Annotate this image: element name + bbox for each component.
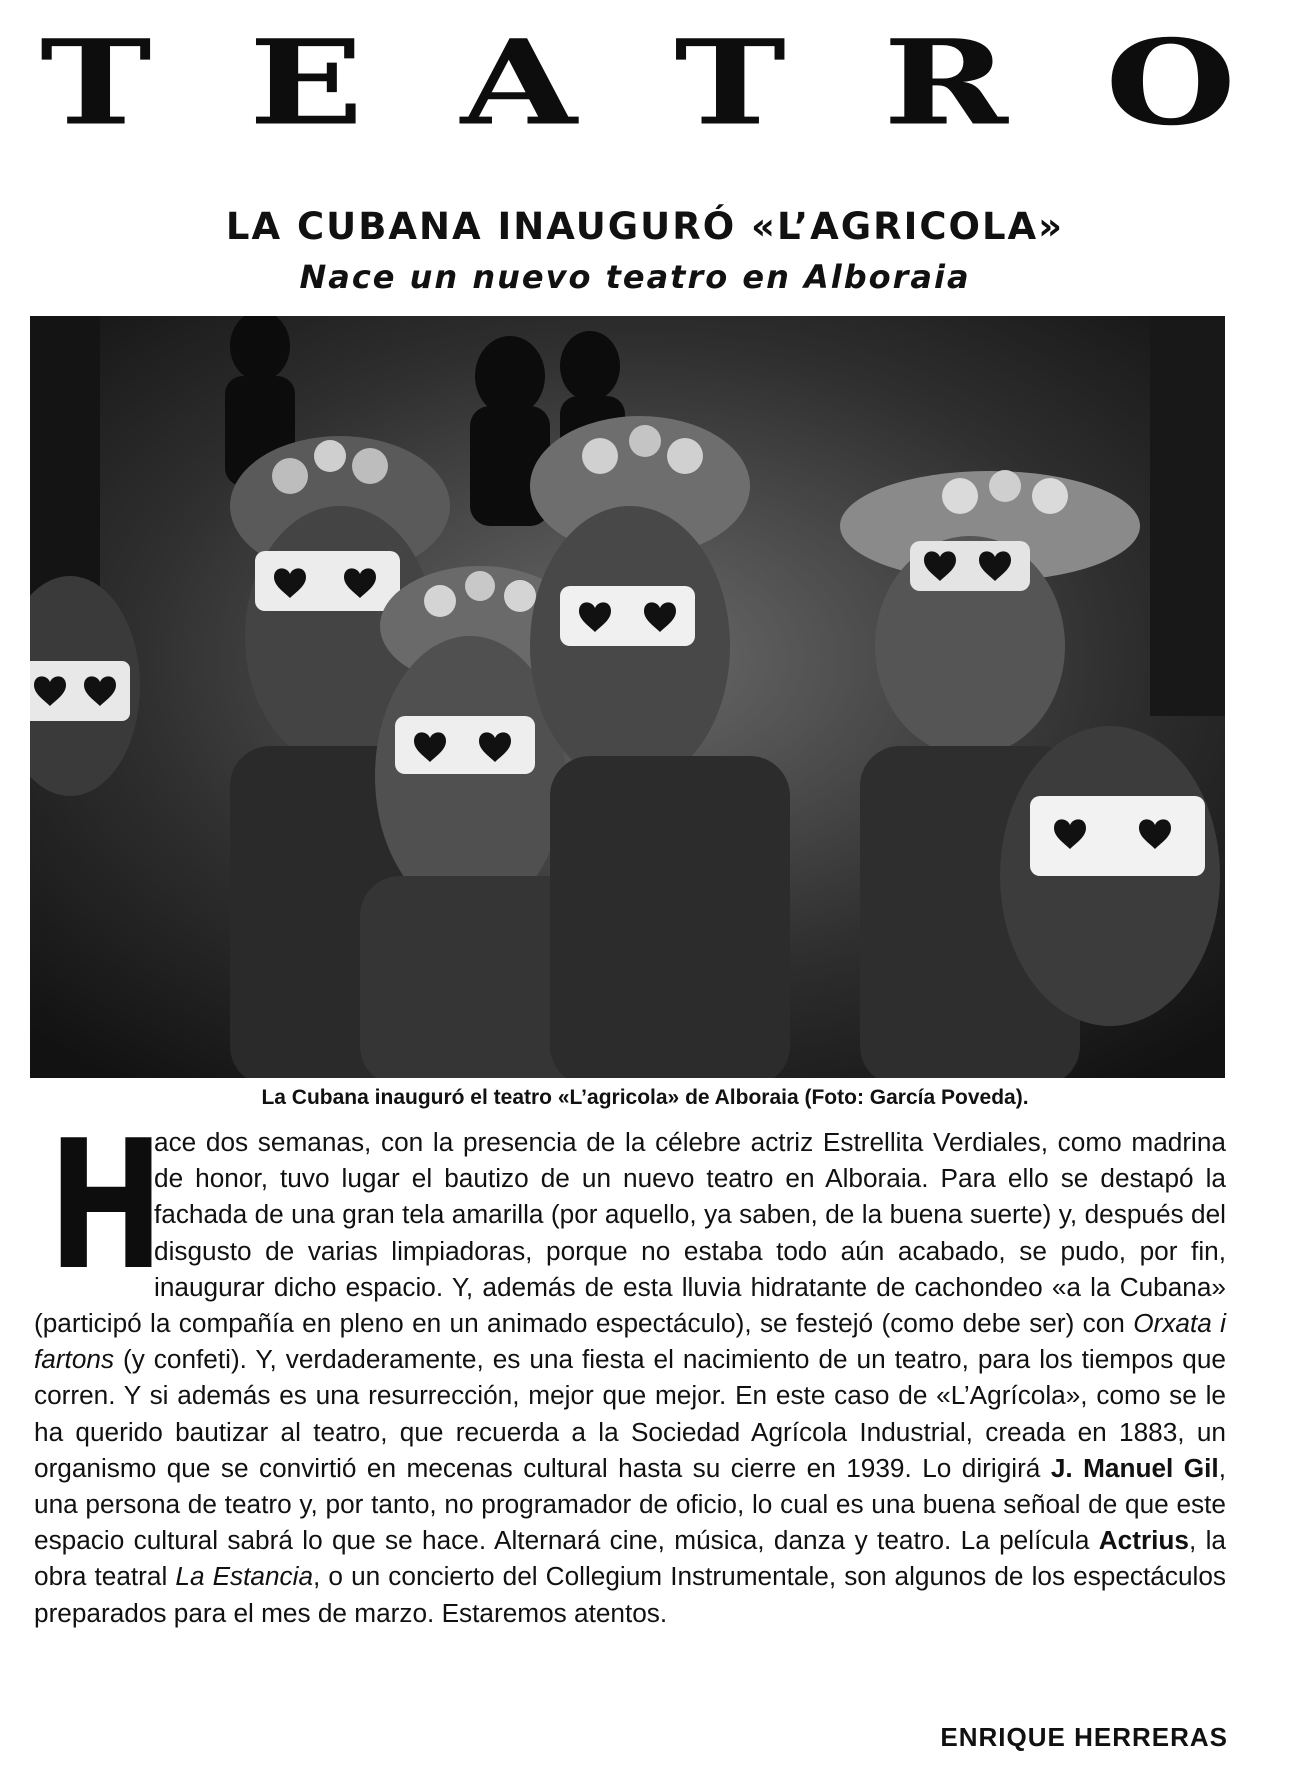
director-name: J. Manuel Gil: [1050, 1452, 1219, 1483]
article-subheadline: Nace un nuevo teatro en Alboraia: [299, 258, 971, 296]
play-title: La Estancia: [175, 1561, 314, 1592]
article-text-segment: , una persona de teatro y, por tanto, no programador de oficio, lo cual es una buena señoal de que este espacio cultural sabrá lo que se hace. Alternará cine, música, danza y teatro. La película: [34, 1452, 1226, 1556]
article-text-segment: (y confeti). Y, verdaderamente, es una fiesta el nacimiento de un teatro, para los tiempos que corren. Y si además es una resurrección, mejor que mejor. En este caso de «L’Agrícola», como se le ha querido bautizar al teatro, que recuerda a la Sociedad Agrícola Industrial, creada en 1883, un organismo que se convirtió en mecenas cultural hasta su cierre en 1939. Lo dirigirá: [34, 1344, 1226, 1483]
article-headline: LA CUBANA INAUGURÓ «L’AGRICOLA»: [225, 205, 1065, 248]
photo-caption: La Cubana inauguró el teatro «L’agricola» de Alboraia (Foto: García Poveda).: [261, 1086, 1029, 1109]
author-byline: ENRIQUE HERRERAS: [940, 1722, 1228, 1752]
article-text-segment: , o un concierto del Collegium Instrumentale, son algunos de los espectáculos preparados para el mes de marzo. Estaremos atentos.: [34, 1561, 1226, 1628]
article-text-italic: Orxata i fartons: [34, 1308, 1226, 1375]
article-text-segment: , la obra teatral: [34, 1525, 1226, 1592]
article-text-segment: ace dos semanas, con la presencia de la célebre actriz Estrellita Verdiales, como madrina de honor, tuvo lugar el bautizo de un nuevo teatro en Alboraia. Para ello se destapó la fachada de una gran tela amarilla (por aquello, ya saben, de la buena suerte) y, después del disgusto de varias limpiadoras, porque no estaba todo aún acabado, se pudo, por fin, inaugurar dicho espacio. Y, además de esta lluvia hidratante de cachondeo «a la Cubana» (participó la compañía en pleno en un animado espectáculo), se festejó (como debe ser) con: [34, 1127, 1226, 1339]
article-photo: [30, 316, 1225, 1078]
masthead-letter: T: [674, 14, 790, 152]
film-title: Actrius: [1098, 1525, 1189, 1556]
section-masthead: [40, 14, 1240, 152]
masthead-letter: R: [883, 14, 1012, 152]
article-dropcap: H: [48, 1102, 165, 1309]
masthead-letter: O: [1105, 14, 1240, 152]
article-body: [34, 1102, 1226, 1631]
photo-illustration: [30, 316, 1225, 1078]
masthead-letter: A: [460, 14, 582, 152]
masthead-letter: E: [248, 14, 368, 152]
masthead-letter: T: [40, 14, 156, 152]
